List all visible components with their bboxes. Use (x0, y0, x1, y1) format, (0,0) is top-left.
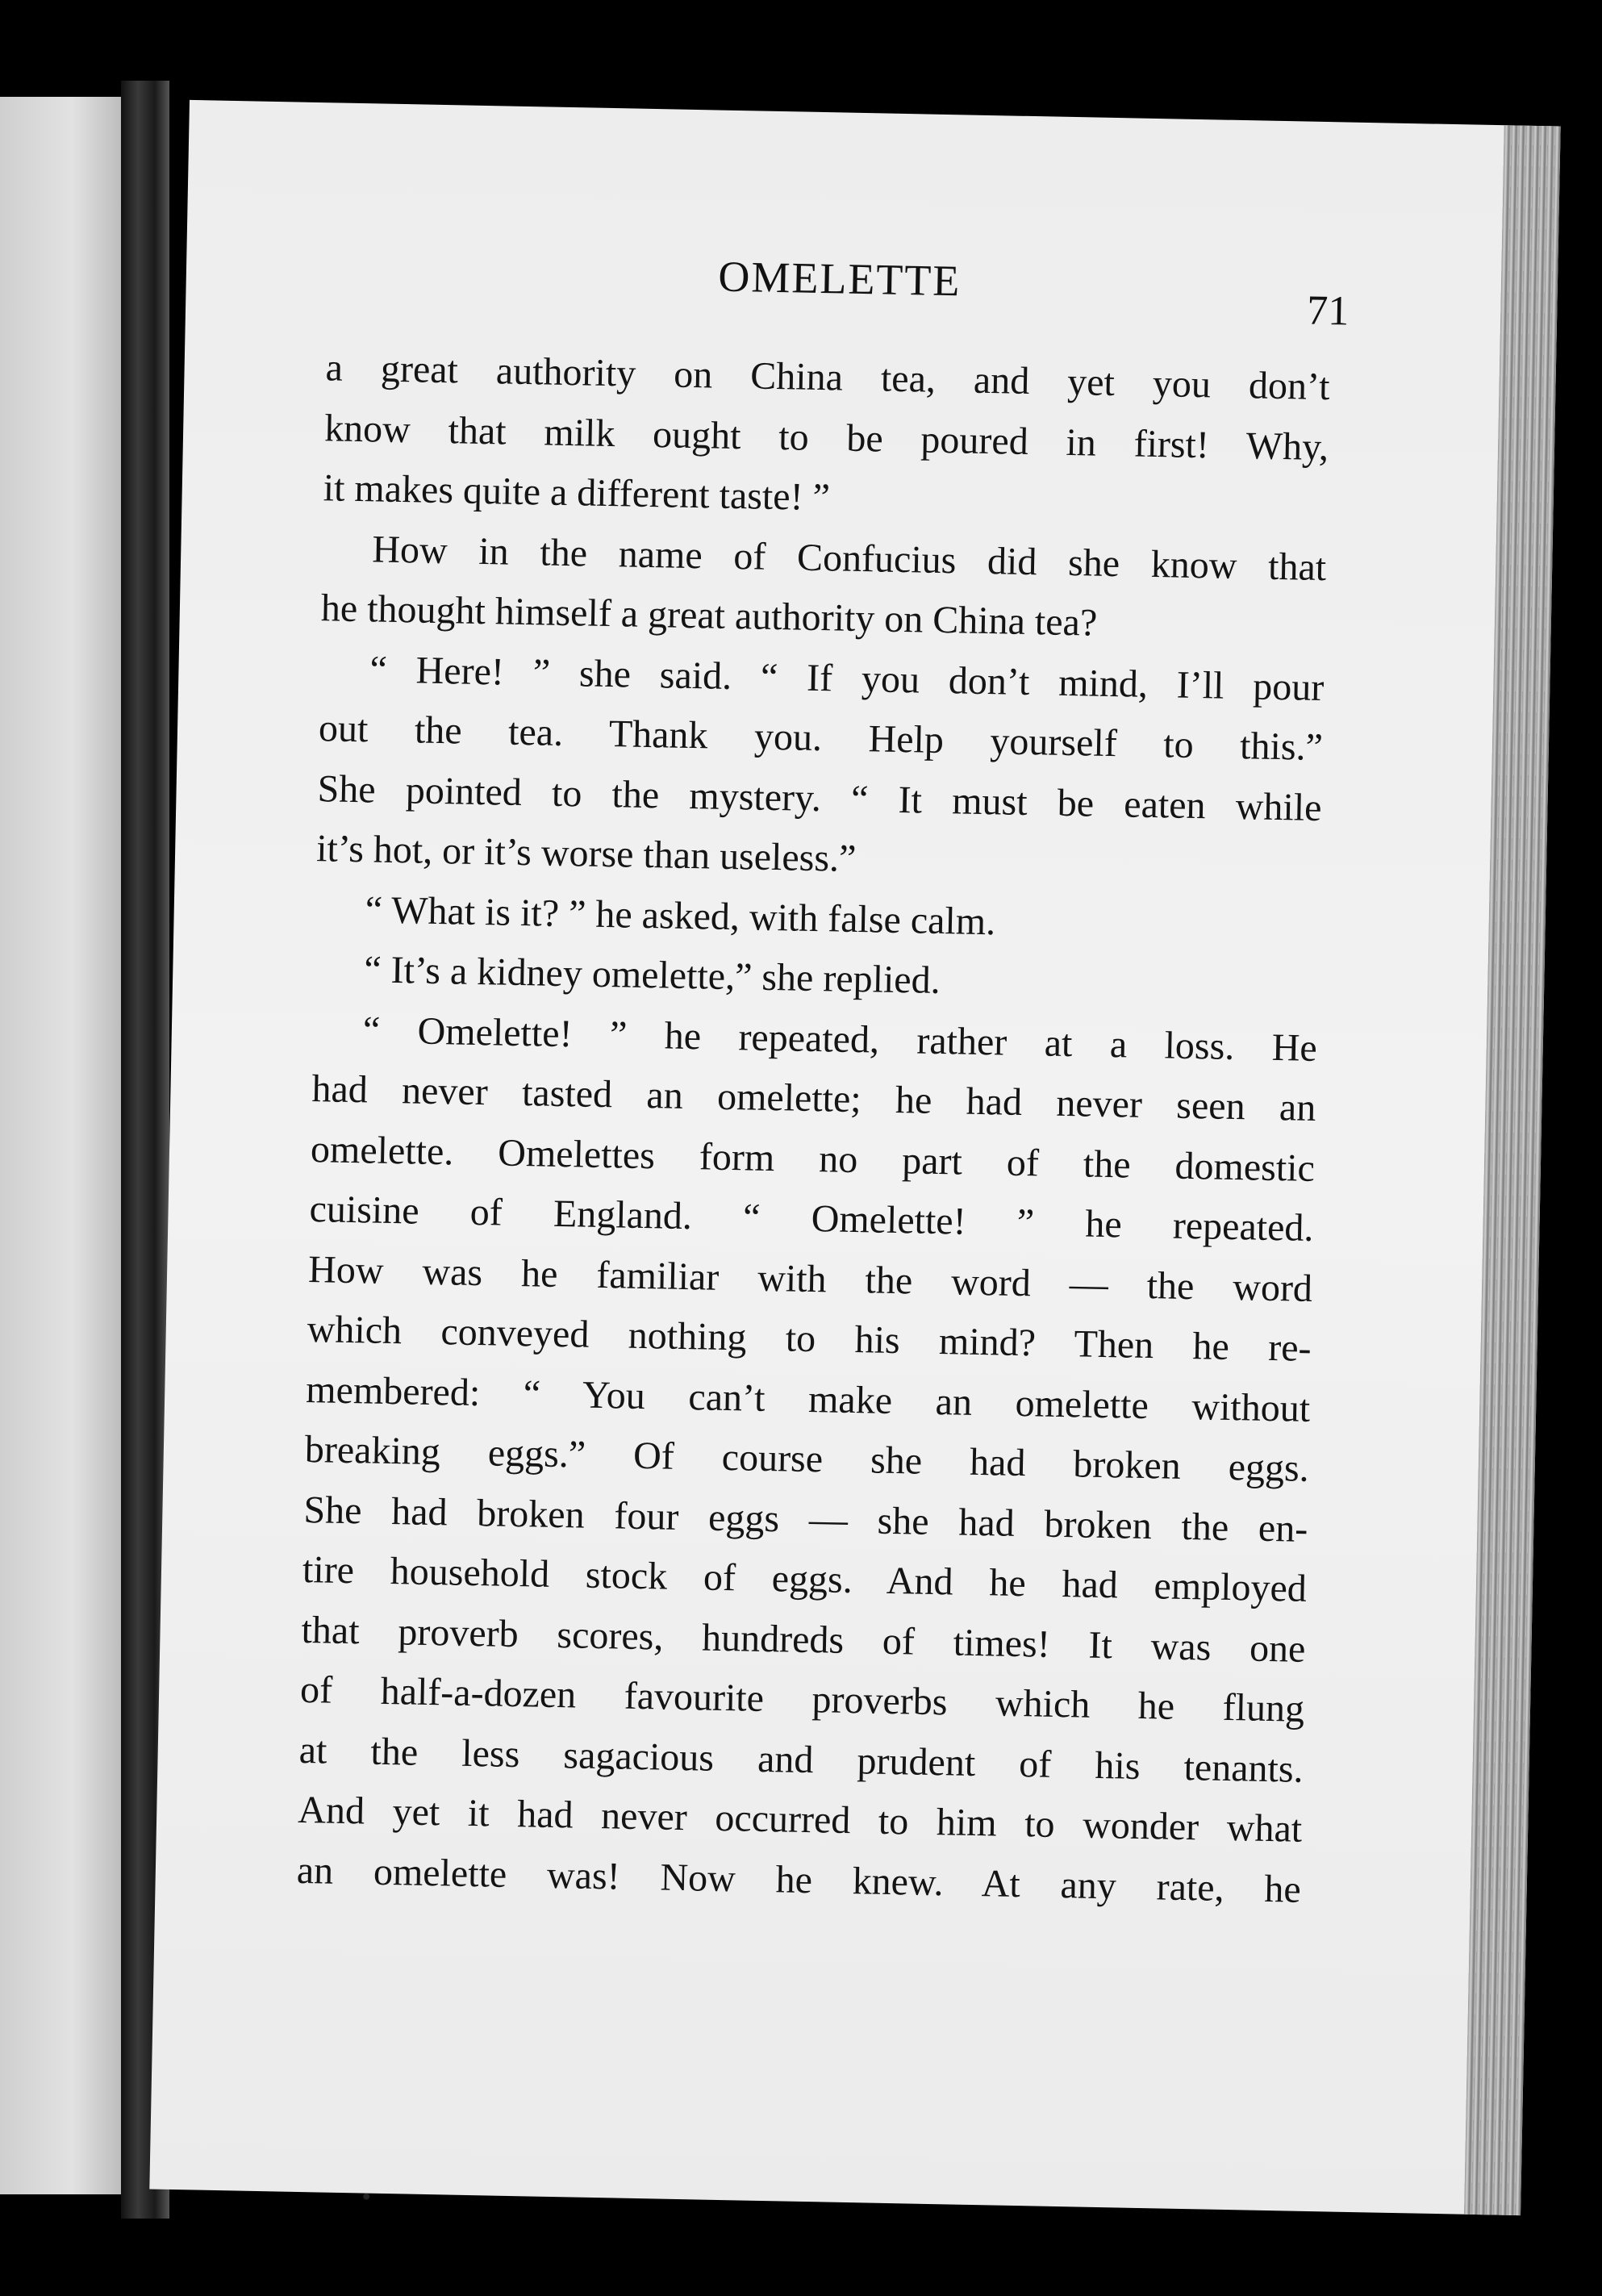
facing-page-edge (0, 97, 121, 2194)
page-number: 71 (1306, 287, 1350, 335)
body-text (296, 338, 1330, 1920)
page-edge-leaves (1464, 125, 1561, 2215)
text-line: “ It’s a kidney omelette,” she replied. (363, 948, 941, 1002)
text-line: How in the name of Confucius did she know that (371, 527, 1327, 589)
text-line: that proverb scores, hundreds of times! It was one (301, 1608, 1306, 1671)
text-line: How was he familiar with the word — the word (307, 1247, 1313, 1310)
text-line: know that milk ought to be poured in first! Why, (323, 406, 1329, 469)
text-line: at the less sagacious and prudent of his tenants. (298, 1728, 1304, 1791)
scan-speck (363, 2194, 369, 2200)
text-line: “ Omelette! ” he repeated, rather at a loss. He (362, 1008, 1318, 1070)
text-line: tire household stock of eggs. And he had employed (302, 1547, 1308, 1610)
text-line: of half-a-dozen favourite proverbs which he flung (299, 1668, 1305, 1730)
text-line: omelette. Omelettes form no part of the domestic (310, 1127, 1316, 1190)
text-line: membered: “ You can’t make an omelette without (305, 1367, 1311, 1430)
text-line: She had broken four eggs — she had broken the en- (302, 1488, 1308, 1551)
text-line: out the tea. Thank you. Help yourself to this.” (318, 707, 1324, 770)
text-line: it’s hot, or it’s worse than useless.” (315, 827, 857, 880)
text-line: an omelette was! Now he knew. At any rate, he (296, 1848, 1302, 1911)
text-line: had never tasted an omelette; he had never seen an (311, 1067, 1316, 1129)
book-page (149, 100, 1560, 2215)
text-line: And yet it had never occurred to him to wonder what (297, 1788, 1303, 1851)
running-head: OMELETTE (717, 252, 962, 306)
text-line: it makes quite a different taste! ” (323, 466, 831, 520)
text-line: She pointed to the mystery. “ It must be eaten while (317, 766, 1322, 829)
text-line: which conveyed nothing to his mind? Then he re- (307, 1308, 1312, 1370)
text-line: a great authority on China tea, and yet you don’t (325, 346, 1330, 409)
text-line: breaking eggs.” Of course she had broken eggs. (304, 1427, 1310, 1490)
text-line: cuisine of England. “ Omelette! ” he repeated. (309, 1188, 1314, 1250)
text-line: he thought himself a great authority on China tea? (320, 587, 1098, 645)
text-line: “ Here! ” she said. “ If you don’t mind, I’ll pour (369, 647, 1325, 709)
text-line: “ What is it? ” he asked, with false calm. (365, 887, 996, 943)
